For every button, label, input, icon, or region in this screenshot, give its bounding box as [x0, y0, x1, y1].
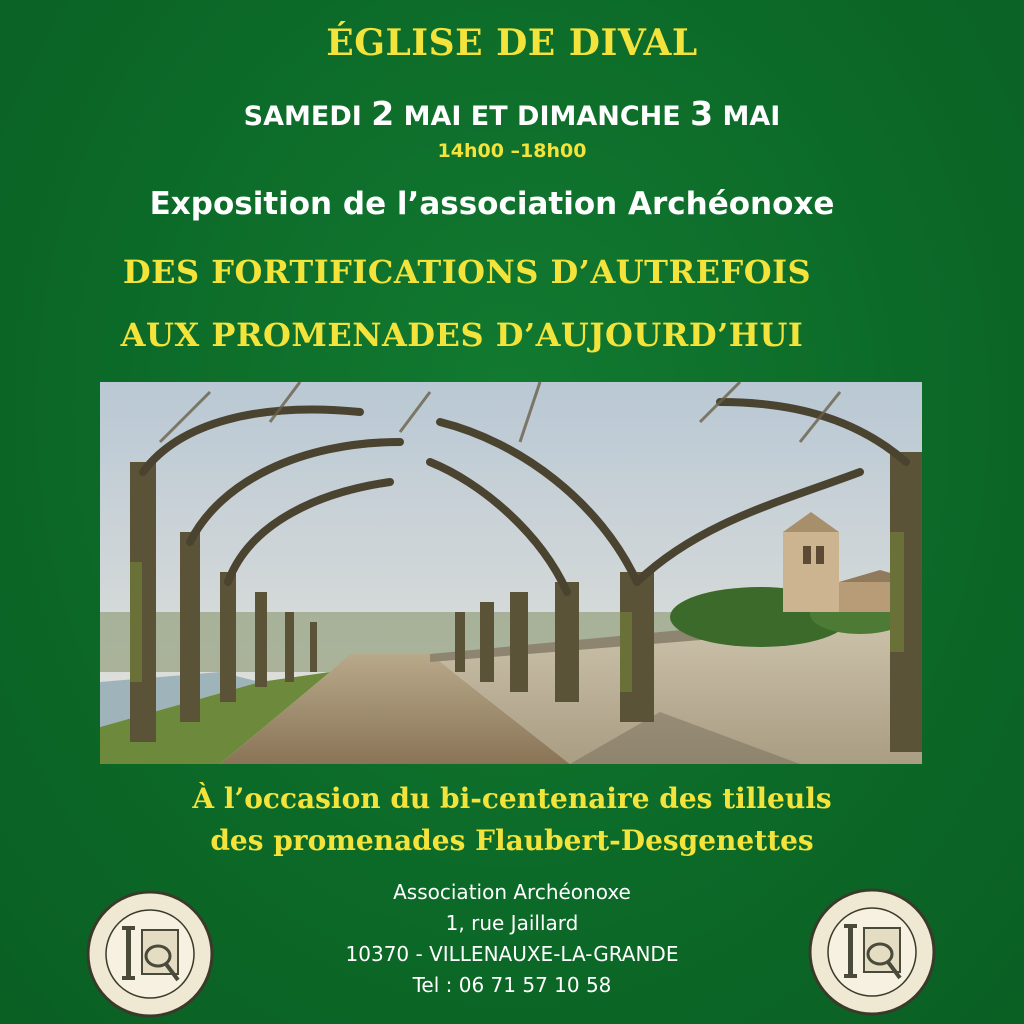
event-hours: 14h00 –18h00 — [437, 140, 587, 162]
date-num1: 2 — [371, 94, 395, 133]
exposition-heading: Exposition de l’association Archéonoxe — [149, 186, 835, 222]
event-dates — [0, 94, 1024, 133]
date-day1: SAMEDI — [243, 101, 362, 132]
date-mid: MAI ET DIMANCHE — [403, 101, 681, 132]
association-logo-right — [808, 888, 936, 1016]
association-logo-left — [86, 890, 214, 1018]
date-end: MAI — [722, 101, 781, 132]
address-street: 1, rue Jaillard — [445, 911, 579, 935]
date-num2: 3 — [690, 94, 714, 133]
address-name: Association Archéonoxe — [393, 880, 631, 904]
tree-lined-promenade-photo — [100, 382, 922, 764]
occasion-line-2: des promenades Flaubert-Desgenettes — [210, 824, 814, 857]
subtitle-line-1: DES FORTIFICATIONS D’AUTREFOIS — [122, 253, 812, 291]
subtitle-line-2: AUX PROMENADES D’AUJOURD’HUI — [120, 316, 804, 354]
address-city: 10370 - VILLENAUXE-LA-GRANDE — [345, 942, 679, 966]
event-title: ÉGLISE DE DIVAL — [326, 22, 698, 64]
occasion-line-1: À l’occasion du bi-centenaire des tilleuls — [192, 782, 832, 815]
address-phone: Tel : 06 71 57 10 58 — [412, 973, 612, 997]
